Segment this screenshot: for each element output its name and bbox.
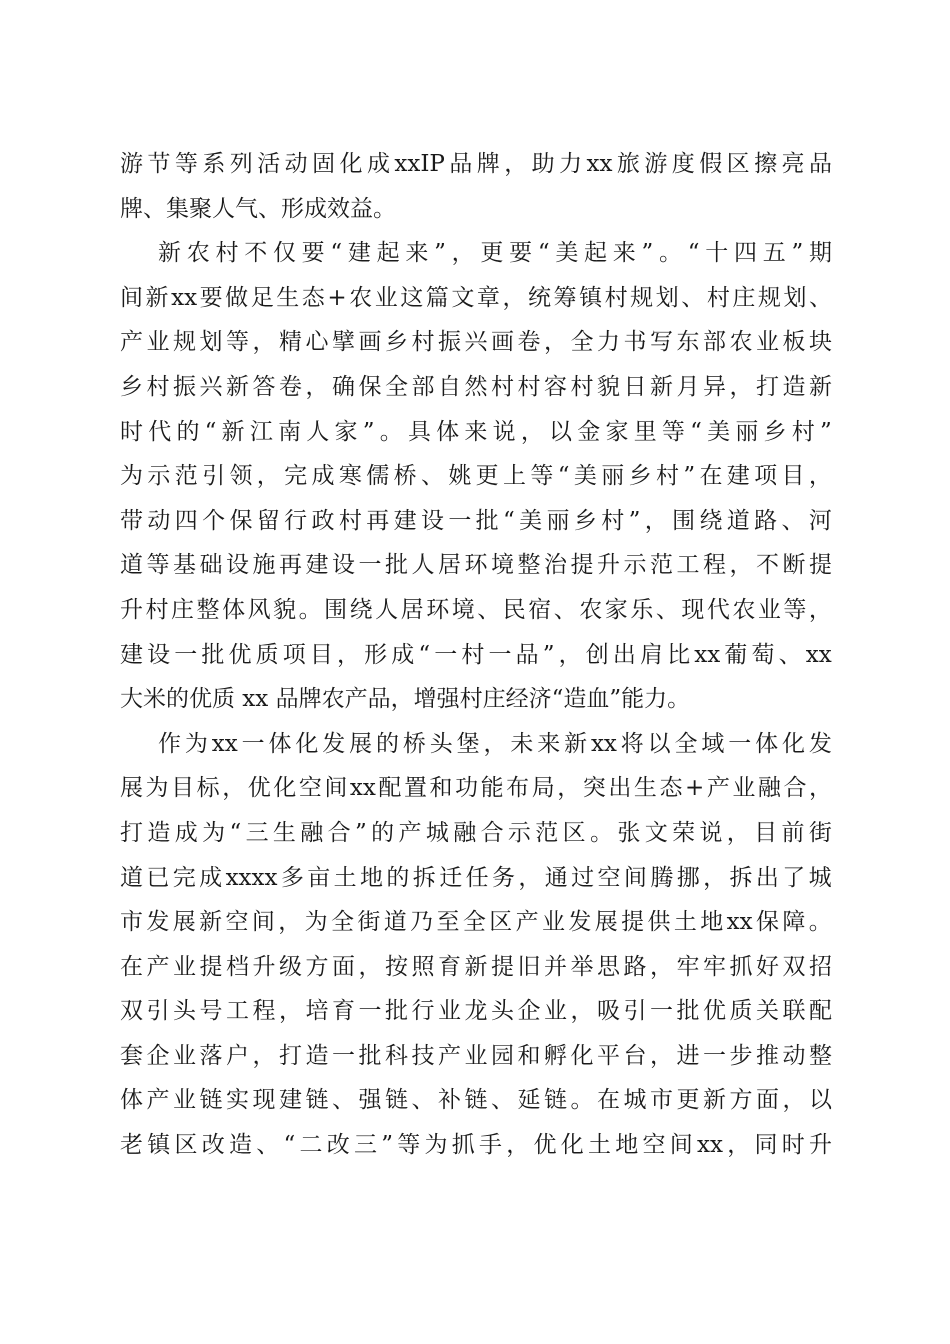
text-line: 为 示 范 引 领 ， 完 成 寒 儒 桥 、 姚 更 上 等 “ 美 丽 乡 村 ” 在 建 项 目 ， bbox=[120, 463, 832, 490]
text-line: 游 节 等 系 列 活 动 固 化 成 xxIP 品 牌 ， 助 力 xx 旅 游 度 假 区 擦 亮 品 bbox=[120, 151, 832, 177]
text-line: 打 造 成 为 “ 三 生 融 合 ” 的 产 城 融 合 示 范 区 。 张 文 荣 说 ， 目 前 街 bbox=[120, 819, 832, 846]
text-line: 展 为 目 标 ， 优 化 空 间 xx 配 置 和 功 能 布 局 ， 突 出 生 态 + 产 业 融 合 ， bbox=[120, 775, 832, 802]
text-line: 乡 村 振 兴 新 答 卷 ， 确 保 全 部 自 然 村 村 容 村 貌 日 新 月 异 ， 打 造 新 bbox=[120, 373, 832, 400]
text-line: 带 动 四 个 保 留 行 政 村 再 建 设 一 批 “ 美 丽 乡 村 ” ， 围 绕 道 路 、 河 bbox=[120, 507, 832, 534]
text-line: 老 镇 区 改 造 、 “ 二 改 三 ” 等 为 抓 手 ， 优 化 土 地 空 间 xx ， 同 时 升 bbox=[120, 1132, 832, 1159]
text-line: 道 已 完 成 xxxx 多 亩 土 地 的 拆 迁 任 务 ， 通 过 空 间 腾 挪 ， 拆 出 了 城 bbox=[120, 864, 832, 891]
text-line: 道 等 基 础 设 施 再 建 设 一 批 人 居 环 境 整 治 提 升 示 范 工 程 ， 不 断 提 bbox=[120, 552, 832, 579]
text-line: 市 发 展 新 空 间 ， 为 全 街 道 乃 至 全 区 产 业 发 展 提 供 土 地 xx 保 障 。 bbox=[120, 909, 832, 936]
text-line: 产 业 规 划 等 ， 精 心 擘 画 乡 村 振 兴 画 卷 ， 全 力 书 写 东 部 农 业 板 块 bbox=[120, 329, 832, 356]
text-line: 作 为 xx 一 体 化 发 展 的 桥 头 堡 ， 未 来 新 xx 将 以 全 域 一 体 化 发 bbox=[158, 730, 832, 757]
body-text bbox=[120, 142, 832, 1168]
text-line: 新 农 村 不 仅 要 “ 建 起 来 ” ， 更 要 “ 美 起 来 ” 。 “ 十 四 五 ” 期 bbox=[158, 240, 832, 267]
text-line: 在 产 业 提 档 升 级 方 面 ， 按 照 育 新 提 旧 并 举 思 路 ， 牢 牢 抓 好 双 招 bbox=[120, 953, 832, 980]
text-line: 时 代 的 “ 新 江 南 人 家 ” 。 具 体 来 说 ， 以 金 家 里 等 “ 美 丽 乡 村 ” bbox=[120, 418, 832, 445]
text-line: 升 村 庄 整 体 风 貌 。 围 绕 人 居 环 境 、 民 宿 、 农 家 乐 、 现 代 农 业 等 ， bbox=[120, 596, 832, 623]
text-line: 牌、集聚人气、形成效益。 bbox=[120, 195, 396, 222]
text-line: 双 引 头 号 工 程 ， 培 育 一 批 行 业 龙 头 企 业 ， 吸 引 一 批 优 质 关 联 配 bbox=[120, 998, 832, 1025]
text-line: 大米的优质 xx 品牌农产品，增强村庄经济“造血”能力。 bbox=[120, 686, 691, 713]
text-line: 套 企 业 落 户 ， 打 造 一 批 科 技 产 业 园 和 孵 化 平 台 ， 进 一 步 推 动 整 bbox=[120, 1042, 832, 1069]
text-line: 建 设 一 批 优 质 项 目 ， 形 成 “ 一 村 一 品 ” ， 创 出 肩 比 xx 葡 萄 、 xx bbox=[120, 641, 832, 668]
text-line: 间 新 xx 要 做 足 生 态 + 农 业 这 篇 文 章 ， 统 筹 镇 村 规 划 、 村 庄 规 划 、 bbox=[120, 284, 832, 311]
text-line: 体 产 业 链 实 现 建 链 、 强 链 、 补 链 、 延 链 。 在 城 市 更 新 方 面 ， 以 bbox=[120, 1087, 832, 1114]
